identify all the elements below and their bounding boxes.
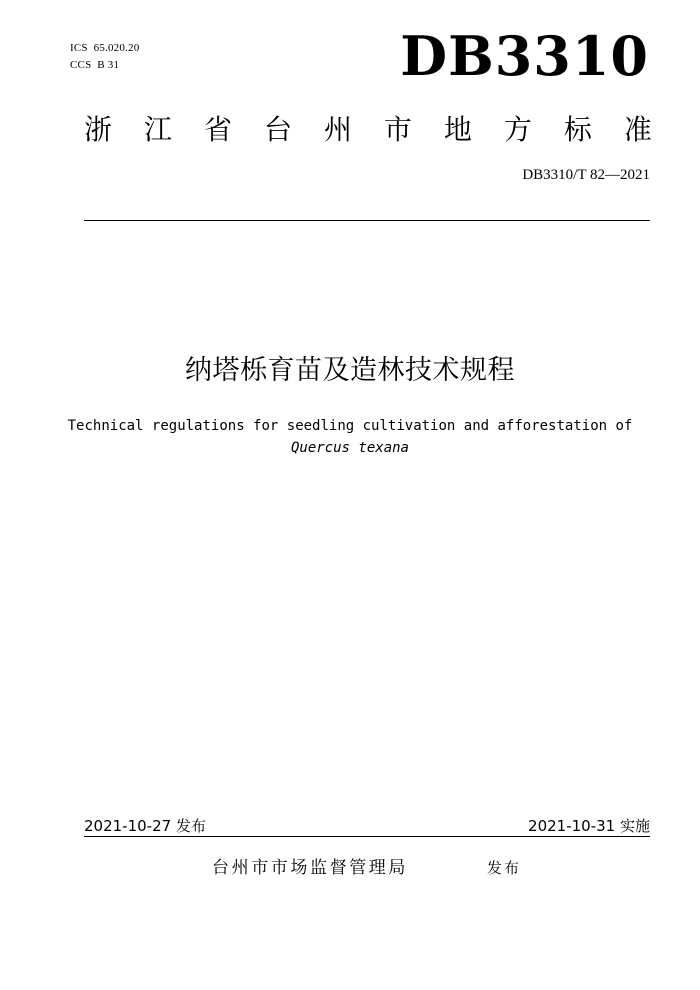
document-title-zh: 纳塔栎育苗及造林技术规程 [185,355,515,386]
publish-label: 发布 [487,859,522,877]
standard-type-title [84,110,652,150]
standard-type-char: 方 [503,113,532,146]
document-title-en [0,415,700,459]
standard-number: DB3310/T 82—2021 [522,167,650,183]
standard-type-char: 地 [443,113,472,146]
standard-type-char: 台 [263,113,292,146]
standard-type-char: 市 [383,113,412,146]
standard-type-char: 标 [563,113,592,146]
standard-type-char: 州 [323,113,352,146]
standard-type-char: 准 [623,113,652,146]
standard-type-char: 江 [143,113,172,146]
standard-code-large: DB3310 [400,24,649,88]
document-title-en-line1: Technical regulations for seedling cultivation and afforestation of [67,418,633,434]
standard-type-char: 浙 [84,113,113,146]
implementation-date: 2021-10-31 实施 [528,817,650,835]
header-divider [84,220,650,221]
classification-codes [70,40,139,74]
publisher-name: 台州市市场监督管理局 [212,858,408,878]
ics-code: ICS 65.020.20 [70,42,140,54]
issue-date: 2021-10-27 发布 [84,817,206,835]
standard-type-char: 省 [203,113,232,146]
ccs-code: CCS B 31 [70,59,120,71]
footer-divider [84,836,650,837]
document-title-en-species: Quercus texana [290,440,409,456]
